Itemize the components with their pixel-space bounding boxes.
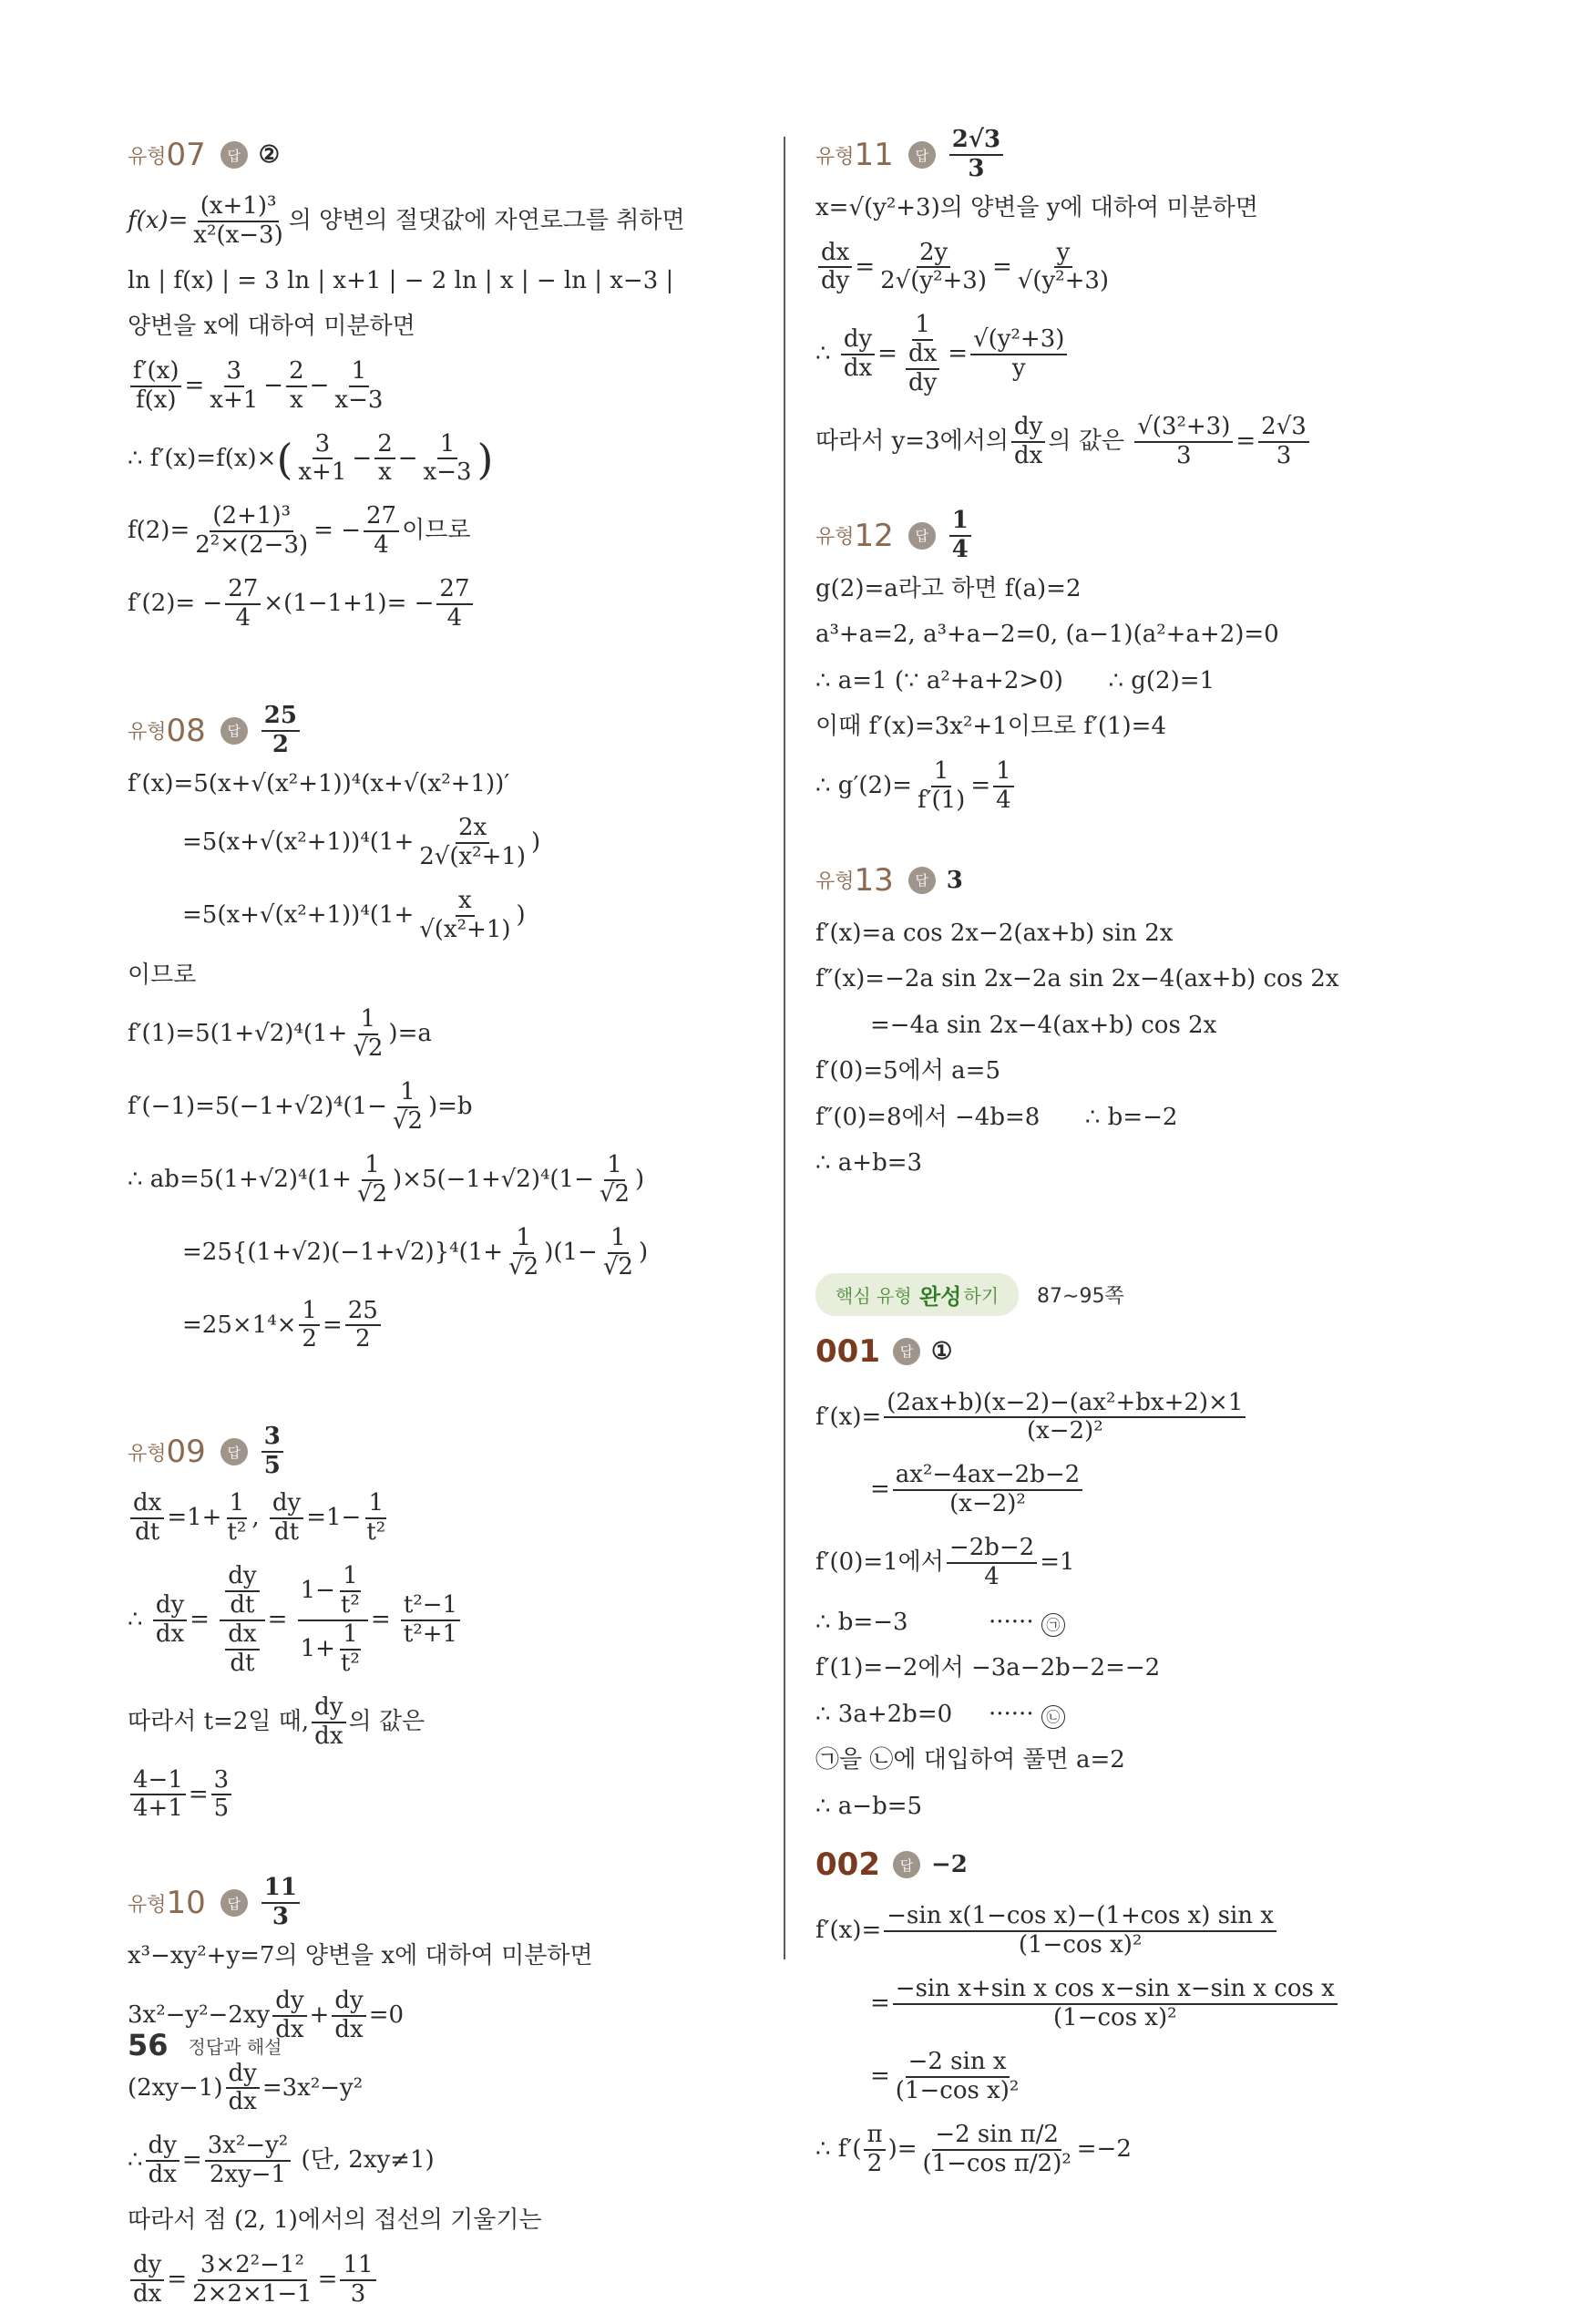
- t12-line3: ∴ a=1 (∵ a²+a+2>0) ∴ g(2)=1: [815, 666, 1215, 694]
- type-label: 유형: [128, 1893, 167, 1917]
- t13-line5: f″(0)=8에서 −4b=8 ∴ b=−2: [815, 1103, 1178, 1131]
- t13-line4: f′(0)=5에서 a=5: [815, 1057, 1001, 1085]
- t12-line5: ∴ g′(2)= $\frac{1}{f'(1)}$ = $\frac{1}{4}$: [815, 758, 1453, 815]
- t12-line2: a³+a=2, a³+a−2=0, (a−1)(a²+a+2)=0: [815, 621, 1279, 649]
- t07-line4: $\frac{f'(x)}{f(x)}$ = $\frac{3}{x+1}$ − $\frac{2}{x}$ − $\frac{1}{x-3}$: [128, 358, 765, 415]
- page-range: 87∼95쪽: [1037, 1285, 1124, 1309]
- marker-b: ㉡: [1041, 1705, 1065, 1729]
- t08-line3: =5(x+√(x²+1))⁴(1+ $\frac{x}{\text{√(x²+1)}}$ ): [182, 887, 526, 944]
- type07-header: [128, 128, 765, 182]
- t08-line8: =25{(1+√2)(−1+√2)}⁴(1+ $\frac{1}{√2}$ )(1− $\frac{1}{√2}$ ): [182, 1223, 649, 1280]
- t11-line1: x=√(y²+3)의 양변을 y에 대하여 미분하면: [815, 194, 1258, 221]
- page-number: 56: [128, 2028, 169, 2062]
- type11-header: [815, 128, 1453, 182]
- p002-line1: f′(x)= $\frac{\text{−sin x(1−cos x)−(1+cos x) sin x}}{\text{(1−cos x)²}}$: [815, 1903, 1453, 1959]
- type-label: 유형: [815, 145, 855, 169]
- p002-line2: = $\frac{\text{−sin x+sin x cos x−sin x−sin x cos x}}{\text{(1−cos x)²}}$: [815, 1976, 1453, 2032]
- t12-line4: 이때 f′(x)=3x²+1이므로 f′(1)=4: [815, 713, 1167, 741]
- type-number: 10: [166, 1885, 206, 1922]
- answer-value: $\frac{1}{4}$: [949, 508, 971, 564]
- type-number: 13: [854, 861, 894, 899]
- answer-badge: 답: [220, 141, 248, 169]
- t08-line2: =5(x+√(x²+1))⁴(1+ $\frac{2x}{\text{2√(x²+1)}}$ ): [182, 814, 541, 871]
- type09-header: [128, 1424, 765, 1479]
- answer-badge: 답: [908, 522, 936, 550]
- type-number: 11: [854, 137, 894, 173]
- answer-badge: 답: [893, 1851, 920, 1878]
- problem-number: 001: [815, 1332, 880, 1370]
- answer-badge: 답: [908, 141, 936, 169]
- type-number: 12: [854, 517, 894, 554]
- problem001-header: [815, 1324, 1453, 1379]
- type08-header: [128, 704, 765, 758]
- column-divider: [784, 137, 785, 1959]
- answer-value: −2: [930, 1851, 968, 1879]
- right-column: [815, 128, 1453, 2194]
- p001-line4: ∴ b=−3 ······ ㉠: [815, 1608, 1453, 1638]
- t07-line2: ln | f(x) | = 3 ln | x+1 | − 2 ln | x | − ln | x−3 |: [128, 266, 674, 294]
- t08-line6: f′(−1)=5(−1+√2)⁴(1− $\frac{1}{√2}$ )=b: [128, 1078, 473, 1136]
- t07-line6: f(2)= $\frac{\text{(2+1)³}}{\text{2²×(2−3)}}$ = − $\frac{27}{4}$ 이므로: [128, 502, 471, 560]
- t08-line7: ∴ ab=5(1+√2)⁴(1+ $\frac{1}{√2}$ )×5(−1+√2)⁴(1− $\frac{1}{√2}$ ): [128, 1151, 645, 1208]
- answer-badge: 답: [220, 1889, 248, 1917]
- t11-line3: ∴ $\frac{dy}{dx}$ = $\frac{1}{\frac{dx}{dy}}$ = $\frac{\text{√(y²+3)}}{y}$: [815, 312, 1453, 397]
- p002-line4: ∴ f′( $\frac{\pi}{2}$ )= $\frac{\text{−2 sin π/2}}{\text{(1−cos π/2)²}}$ =−2: [815, 2120, 1132, 2177]
- t13-line3: =−4a sin 2x−4(ax+b) cos 2x: [870, 1011, 1217, 1039]
- p001-line1: f′(x)= $\frac{\text{(2ax+b)(x−2)−(ax²+bx+2)×1}}{\text{(x−2)²}}$: [815, 1390, 1453, 1446]
- t10-line5: 따라서 점 (2, 1)에서의 접선의 기울기는: [128, 2206, 542, 2235]
- t11-line4: 따라서 y=3에서의 $\frac{dy}{dx}$ 의 값은 $\frac{\text{√(3²+3)}}{3}$ = $\frac{2√3}{3}$: [815, 414, 1453, 470]
- type13-header: [815, 853, 1453, 908]
- p001-line7: ㉠을 ㉡에 대입하여 풀면 a=2: [815, 1746, 1125, 1774]
- type-label: 유형: [128, 1442, 167, 1465]
- p001-line2: = $\frac{\text{ax²−4ax−2b−2}}{\text{(x−2)²}}$: [815, 1462, 1453, 1518]
- answer-badge: 답: [908, 867, 936, 894]
- t07-line5: ∴ f′(x)=f(x)×( $\frac{3}{x+1}$ − $\frac{2}{x}$ − $\frac{1}{x-3}$ ): [128, 429, 494, 487]
- t10-line4: ∴ $\frac{dy}{dx}$ = $\frac{\text{3x²−y²}}{2xy-1}$ (단, 2xy≠1): [128, 2132, 435, 2189]
- t13-line2: f″(x)=−2a sin 2x−2a sin 2x−4(ax+b) cos 2x: [815, 965, 1339, 993]
- type-label: 유형: [128, 721, 167, 745]
- type-number: 09: [166, 1434, 206, 1471]
- t08-line9: =25×1⁴× $\frac{1}{2}$ = $\frac{25}{2}$: [128, 1298, 765, 1354]
- answer-badge: 답: [220, 717, 248, 745]
- problem-number: 002: [815, 1846, 880, 1884]
- marker-a: ㉠: [1041, 1613, 1065, 1637]
- type-label: 유형: [815, 870, 855, 894]
- p001-line3: f′(0)=1에서 $\frac{-2b-2}{4}$ =1: [815, 1534, 1075, 1590]
- t13-line1: f′(x)=a cos 2x−2(ax+b) sin 2x: [815, 919, 1174, 947]
- answer-badge: 답: [893, 1338, 920, 1365]
- t10-line1: x³−xy²+y=7의 양변을 x에 대하여 미분하면: [128, 1942, 593, 1970]
- p001-line5: f′(1)=−2에서 −3a−2b−2=−2: [815, 1654, 1161, 1682]
- t10-line3: (2xy−1) $\frac{dy}{dx}$ =3x²−y²: [128, 2059, 364, 2116]
- answer-value: ②: [258, 141, 281, 169]
- p001-line6: ∴ 3a+2b=0 ······ ㉡: [815, 1700, 1453, 1730]
- answer-value: $\frac{3}{5}$: [261, 1424, 283, 1480]
- type-label: 유형: [128, 145, 167, 169]
- answer-value: $\frac{2√3}{3}$: [949, 127, 1003, 183]
- t08-line1: f′(x)=5(x+√(x²+1))⁴(x+√(x²+1))′: [128, 769, 510, 797]
- answer-badge: 답: [220, 1438, 248, 1465]
- left-column: [128, 128, 765, 2324]
- t09-line4: $\frac{4-1}{4+1}$ = $\frac{3}{5}$: [128, 1767, 765, 1824]
- page-footer: [128, 2028, 282, 2062]
- t08-line4: 이므로: [128, 961, 197, 989]
- problem002-header: [815, 1837, 1453, 1892]
- type12-header: [815, 506, 1453, 563]
- type10-header: [128, 1876, 765, 1930]
- answer-value: ①: [930, 1337, 953, 1365]
- type-label: 유형: [815, 526, 855, 550]
- p002-line3: = $\frac{\text{−2 sin x}}{\text{(1−cos x)²}}$: [870, 2047, 1020, 2104]
- t09-line2: ∴ $\frac{dy}{dx}$ = $\frac{\frac{dy}{dt}}{\frac{dx}{dt}}$ = 1− $\frac{1}{\text{t²}}$ 1+ $\frac{1}{\text{t²}}$ = $\frac{\text{t²−1}}{\text{t²+1}}$: [128, 1563, 765, 1678]
- t13-line6: ∴ a+b=3: [815, 1149, 923, 1177]
- footer-title: 정답과 해설: [188, 2035, 282, 2058]
- core-section-header: [815, 1277, 1453, 1313]
- p001-line8: ∴ a−b=5: [815, 1792, 923, 1820]
- t10-line6: $\frac{dy}{dx}$ = $\frac{\text{3×2²−1²}}{2\times 2\times 1-1}$ = $\frac{11}{3}$: [128, 2252, 765, 2309]
- t09-line3: 따라서 t=2일 때, $\frac{dy}{dx}$ 의 값은: [128, 1692, 426, 1750]
- answer-value: $\frac{11}{3}$: [261, 1875, 300, 1931]
- t07-line3: 양변을 x에 대하여 미분하면: [128, 313, 415, 341]
- answer-value: $\frac{25}{2}$: [261, 703, 300, 759]
- t09-line1: $\frac{dx}{dt}$ =1+ $\frac{1}{\text{t²}}$ , $\frac{dy}{dt}$ =1− $\frac{1}{\text{t²}}$: [128, 1490, 765, 1547]
- type-number: 07: [166, 137, 206, 173]
- answer-value: 3: [946, 866, 963, 894]
- t07-line7: f′(2)= − $\frac{27}{4}$ ×(1−1+1)= − $\frac{27}{4}$: [128, 576, 765, 632]
- t11-line2: $\frac{dx}{dy}$ = $\frac{2y}{\text{2√(y²+3)}}$ = $\frac{y}{\text{√(y²+3)}}$: [815, 240, 1453, 296]
- type-number: 08: [166, 712, 206, 749]
- t08-line5: f′(1)=5(1+√2)⁴(1+ $\frac{1}{√2}$ )=a: [128, 1005, 432, 1063]
- t07-line1: f(x)= $\frac{\text{(x+1)³}}{\text{x²(x−3)}}$ 의 양변의 절댓값에 자연로그를 취하면: [128, 192, 685, 249]
- t12-line1: g(2)=a라고 하면 f(a)=2: [815, 574, 1082, 602]
- t10-line2: 3x²−y²−2xy $\frac{dy}{dx}$ + $\frac{dy}{dx}$ =0: [128, 1986, 405, 2043]
- core-pill: 핵심 유형 완성 하기: [815, 1273, 1019, 1316]
